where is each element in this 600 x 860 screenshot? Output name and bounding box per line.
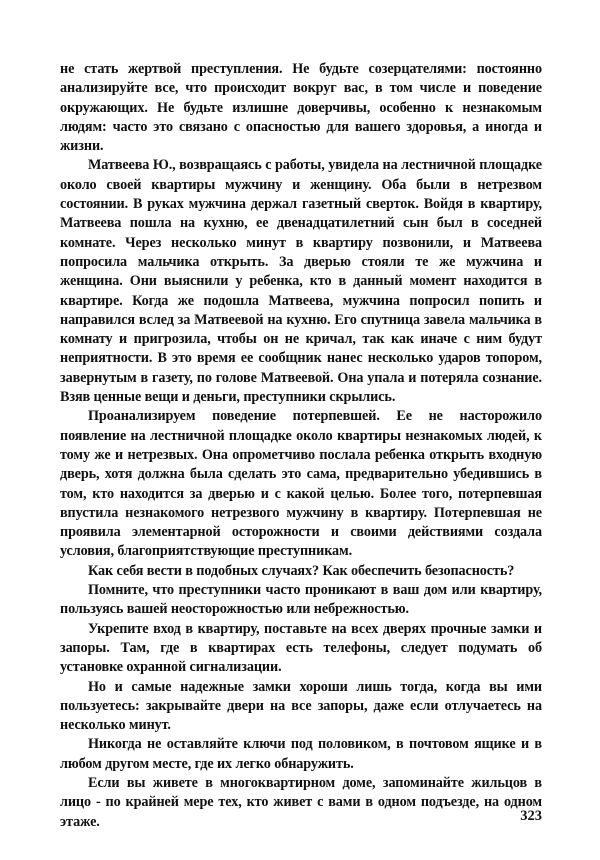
paragraph-continuation: не стать жертвой преступления. Не будьте созерцателями: постоянно анализируйте все, что происходит вокруг вас, в том числе и поведение окружающих. Не будьте излишне доверчивы, особенно к незнакомым людям: часто это связано с опасностью для вашего здоровья, а иногда и жизни. <box>60 61 542 155</box>
paragraph-neighbors: Если вы живете в многоквартирном доме, запоминайте жильцов в лицо - по крайней мере тех, кто живет с вами в одном подъезде, на одном этаже. <box>60 774 542 830</box>
paragraph-case-example: Матвеева Ю., возвращаясь с работы, увидела на лестничной площадке около своей квартиры мужчину и женщину. Оба были в нетрезвом состоянии. В руках мужчина держал газетный сверток. Войдя в квартиру, Матвеева пошла на кухню, ее двенадцатилетний сын был в соседней комнате. Через несколько минут в квартиру позвонили, и Матвеева попросила мальчика открыть. За дверью стояли те же мужчина и женщина. Они выяснили у ребенка, кто в данный момент находится в квартире. Когда же подошла Матвеева, мужчина попросил попить и направился вслед за Матвеевой на кухню. Его спутница завела мальчика в комнату и пригрозила, чтобы он не кричал, так как иначе с ним будут неприятности. В это время ее сообщник нанес несколько ударов топором, завернутым в газету, по голове Матвеевой. Она упала и потеряла сознание. Взяв ценные вещи и деньги, преступники скрылись. <box>60 157 542 406</box>
page-number: 323 <box>520 808 542 824</box>
paragraph-keys: Никогда не оставляйте ключи под половиком, в почтовом ящике и в любом другом месте, где их легко обнаружить. <box>60 736 542 772</box>
paragraph-locks: Укрепите вход в квартиру, поставьте на всех дверях прочные замки и запоры. Там, где в квартирах есть телефоны, следует подумать об установке охранной сигнализации. <box>60 620 542 676</box>
body-text <box>60 60 542 832</box>
paragraph-question: Как себя вести в подобных случаях? Как обеспечить безопасность? <box>88 562 515 579</box>
paragraph-remember: Помните, что преступники часто проникают в ваш дом или квартиру, пользуясь вашей неосторожностью или небрежностью. <box>60 582 542 618</box>
paragraph-use-locks: Но и самые надежные замки хороши лишь тогда, когда вы ими пользуетесь: закрывайте двери на все запоры, даже если отлучаетесь на несколько минут. <box>60 678 542 734</box>
paragraph-analysis: Проанализируем поведение потерпевшей. Ее не насторожило появление на лестничной площадке около квартиры незнакомых людей, к тому же и нетрезвых. Она опрометчиво послала ребенка открыть входную дверь, хотя должна была сделать это сама, предварительно убедившись в том, кто находится за дверью и с какой целью. Более того, потерпевшая впустила незнакомого нетрезвого мужчину в квартиру. Потерпевшая не проявила элементарной осторожности и своими действиями создала условия, благоприятствующие преступникам. <box>60 408 542 560</box>
